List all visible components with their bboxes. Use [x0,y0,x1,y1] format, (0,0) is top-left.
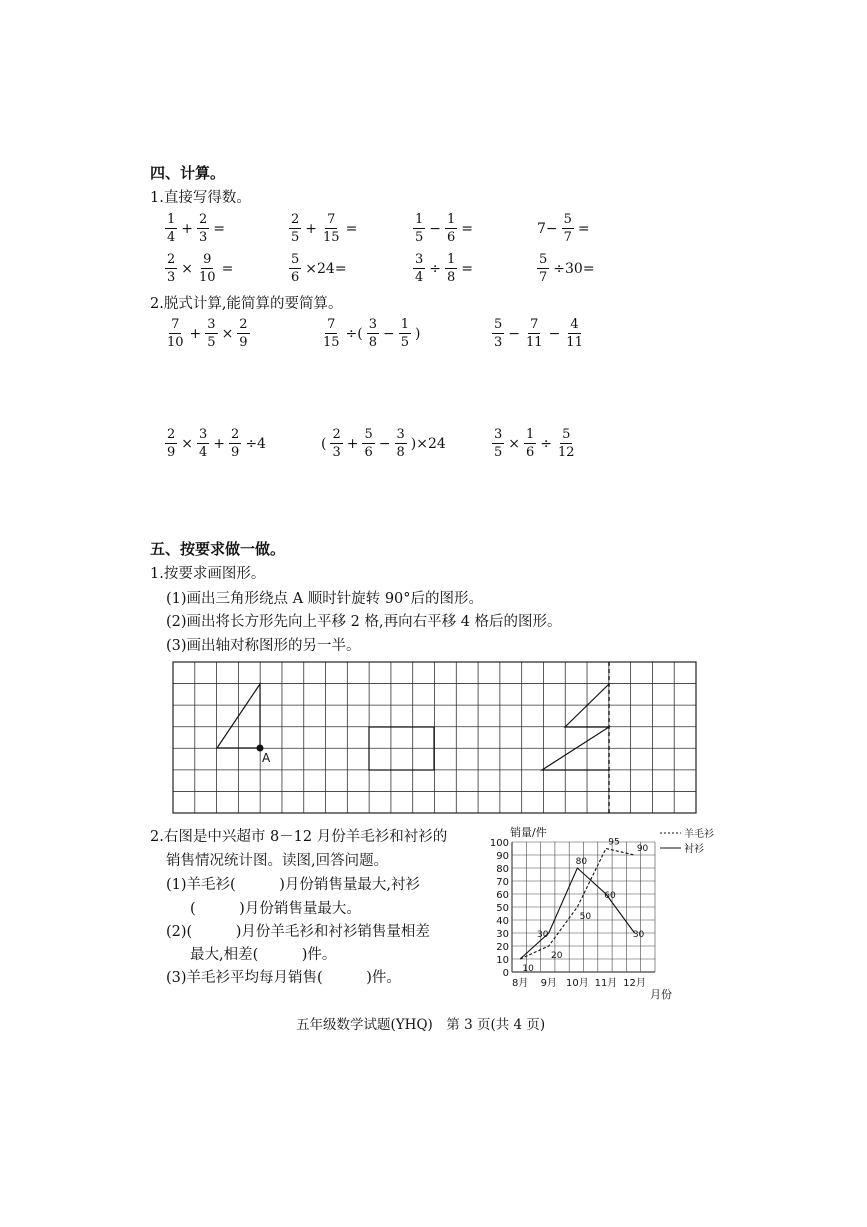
q1-title: 1.直接写得数。 [150,190,251,206]
denominator: 11 [526,335,543,350]
denominator: 5 [415,230,424,245]
fraction [564,318,585,349]
q1-expr-4 [535,213,592,244]
s5-q1-item-3: (3)画出轴对称图形的另一半。 [166,638,361,654]
fraction [524,318,545,349]
point-a-label: A [262,751,271,765]
denominator: 4 [199,445,208,460]
drawing-grid [170,660,700,816]
numerator: 2 [291,212,300,227]
denominator: 4 [415,270,424,285]
s5-q2-line-3: (1)羊毛衫( )月份销售量最大,衬衫 [166,877,420,893]
chart-legend [660,827,714,855]
chart-data-label: 30 [537,930,549,940]
operator: ÷( [345,325,363,342]
denominator: 3 [167,270,176,285]
numerator: 9 [203,252,212,267]
fraction [237,318,249,349]
legend-series-2: 衬衫 [684,844,704,855]
fraction [395,428,407,459]
fraction [197,253,218,284]
s5-q2-line-7: (3)羊毛衫平均每月销售( )件。 [166,970,401,986]
q1-expr-5 [163,253,235,284]
chart-series-line [520,868,634,959]
s5-q1-item-2: (2)画出将长方形先向上平移 2 格,再向右平移 4 格后的图形。 [166,614,562,630]
denominator: 8 [396,445,405,460]
s5-q2-line-4: ( )月份销售量最大。 [190,901,361,917]
numerator: 1 [447,212,456,227]
q1-expr-2 [287,213,359,244]
fraction [165,428,177,459]
fraction [562,213,574,244]
chart-x-tick: 11月 [594,978,618,989]
denominator: 6 [364,445,373,460]
q2-expr-4 [163,428,268,459]
numerator: 4 [570,317,579,332]
q1-expr-3 [411,213,475,244]
fraction [413,213,425,244]
section-4-title: 四、计算。 [150,164,226,182]
operator: )×24 [410,435,446,452]
numerator: 3 [415,252,424,267]
denominator: 6 [526,445,535,460]
operator: × [508,435,521,452]
denominator: 15 [323,335,340,350]
numerator: 3 [207,317,216,332]
numerator: 2 [239,317,248,332]
chart-data-label: 20 [551,951,563,961]
q2-expr-1 [163,318,252,349]
operator: ( [321,435,327,452]
numerator: 1 [400,317,410,332]
chart-y-tick: 60 [496,890,509,901]
fraction [362,428,374,459]
chart-data-label: 50 [579,912,592,922]
chart-x-axis-label: 月份 [650,988,672,1001]
q2-expr-5 [319,428,448,459]
chart-y-tick: 80 [496,864,509,875]
numerator: 3 [368,317,378,332]
operator: − [429,220,442,237]
fraction [289,213,301,244]
numerator: 2 [199,212,208,227]
numerator: 5 [563,212,572,227]
operator: × [221,325,234,342]
fraction [165,213,177,244]
q1-expr-7 [411,253,475,284]
chart-y-tick: 20 [496,942,509,953]
chart-data-label: 60 [604,891,616,901]
numerator: 3 [199,427,208,442]
fraction [399,318,411,349]
denominator: 6 [447,230,456,245]
operator: ÷ [429,260,442,277]
denominator: 15 [323,230,340,245]
denominator: 8 [447,270,456,285]
numerator: 1 [167,212,176,227]
operator: ×24= [305,260,347,277]
chart-x-tick: 8月 [511,978,529,989]
chart-x-tick: 10月 [565,978,589,989]
q1-expr-6 [287,253,349,284]
denominator: 7 [539,270,548,285]
denominator: 9 [231,445,240,460]
denominator: 8 [368,335,378,350]
numerator: 2 [231,427,240,442]
chart-y-tick: 40 [496,916,509,927]
numerator: 5 [364,427,373,442]
operator: − [548,325,561,342]
chart-y-tick: 90 [496,851,509,862]
denominator: 7 [563,230,572,245]
fraction [367,318,379,349]
operator: − [508,325,521,342]
operator: ÷ [540,435,553,452]
operator: = [461,260,474,277]
fraction [330,428,342,459]
operator: − [378,435,391,452]
numerator: 3 [396,427,405,442]
numerator: 1 [447,252,456,267]
numerator: 2 [167,252,176,267]
denominator: 12 [558,445,575,460]
q2-title: 2.脱式计算,能简算的要简算。 [150,296,343,312]
operator: = [221,260,234,277]
fraction [197,428,209,459]
q1-expr-1 [163,213,227,244]
denominator: 9 [167,445,176,460]
operator: + [189,325,202,342]
fraction [197,213,209,244]
page-footer: 五年级数学试题(YHQ) 第 3 页(共 4 页) [296,1017,546,1033]
chart-y-ticks [490,838,509,979]
denominator: 5 [494,445,503,460]
section-5-title: 五、按要求做一做。 [150,540,286,558]
operator: = [461,220,474,237]
s5-q1-title: 1.按要求画图形。 [150,566,266,582]
legend-series-1: 羊毛衫 [684,829,714,840]
s5-q2-line-6: 最大,相差( )件。 [190,947,337,963]
fraction [492,428,504,459]
fraction [321,213,342,244]
s5-q2-line-2: 销售情况统计图。读图,回答问题。 [166,853,389,869]
chart-y-axis-label: 销量/件 [510,826,547,839]
fraction [289,253,301,284]
fraction [524,428,536,459]
denominator: 3 [199,230,208,245]
denominator: 5 [400,335,410,350]
fraction [492,318,504,349]
fraction [445,253,457,284]
denominator: 3 [332,445,341,460]
q2-expr-2 [319,318,423,349]
operator: = [577,220,590,237]
chart-data-label: 30 [632,930,645,940]
fraction [537,253,549,284]
chart-y-tick: 30 [496,929,509,940]
q2-expr-3 [490,318,587,349]
fraction [229,428,241,459]
chart-y-tick: 70 [496,877,509,888]
denominator: 5 [207,335,216,350]
chart-y-tick: 0 [502,968,509,979]
chart-data-label: 90 [636,844,649,854]
operator: − [383,325,395,342]
chart-y-tick: 10 [496,955,509,966]
operator: + [346,435,359,452]
numerator: 7 [171,317,180,332]
denominator: 4 [167,230,176,245]
chart-y-tick: 100 [489,838,509,849]
numerator: 7 [530,317,539,332]
denominator: 6 [291,270,300,285]
numerator: 1 [526,427,535,442]
operator: ) [415,325,421,342]
numerator: 7 [327,317,336,332]
denominator: 10 [199,270,216,285]
chart-x-ticks [512,977,646,989]
numerator: 5 [494,317,503,332]
fraction [205,318,217,349]
operator: × [181,435,194,452]
chart-data-labels [522,838,648,975]
chart-x-tick: 9月 [540,978,557,989]
chart-x-tick: 12月 [623,978,646,989]
operator: + [305,220,318,237]
operator: = [213,220,226,237]
operator: ÷4 [245,435,266,452]
fraction [413,253,425,284]
numerator: 5 [562,427,571,442]
numerator: 5 [539,252,548,267]
s5-q2-line-1: 2.右图是中兴超市 8－12 月份羊毛衫和衬衫的 [150,829,448,845]
chart-data-label: 80 [575,857,588,867]
q2-expr-6 [490,428,579,459]
chart-data-label: 95 [608,837,620,848]
chart-y-tick: 50 [496,903,509,914]
operator: 7− [537,220,558,237]
chart-data-label: 10 [522,964,534,974]
denominator: 3 [494,335,503,350]
numerator: 1 [415,212,424,227]
fraction [556,428,577,459]
q1-expr-8 [535,253,597,284]
denominator: 10 [167,335,184,350]
fraction [165,318,186,349]
operator: ÷30= [553,260,595,277]
numerator: 3 [494,427,503,442]
operator: × [181,260,194,277]
s5-q2-line-5: (2)( )月份羊毛衫和衬衫销售量相差 [166,924,430,940]
denominator: 9 [239,335,248,350]
sales-line-chart [480,822,730,1002]
fraction [321,318,342,349]
numerator: 7 [327,212,336,227]
numerator: 2 [167,427,176,442]
numerator: 2 [332,427,341,442]
fraction [445,213,457,244]
denominator: 5 [291,230,300,245]
s5-q1-item-1: (1)画出三角形绕点 A 顺时针旋转 90°后的图形。 [166,591,484,607]
operator: + [181,220,194,237]
denominator: 11 [566,335,583,350]
operator: = [345,220,358,237]
fraction [165,253,177,284]
numerator: 5 [291,252,300,267]
operator: + [213,435,226,452]
